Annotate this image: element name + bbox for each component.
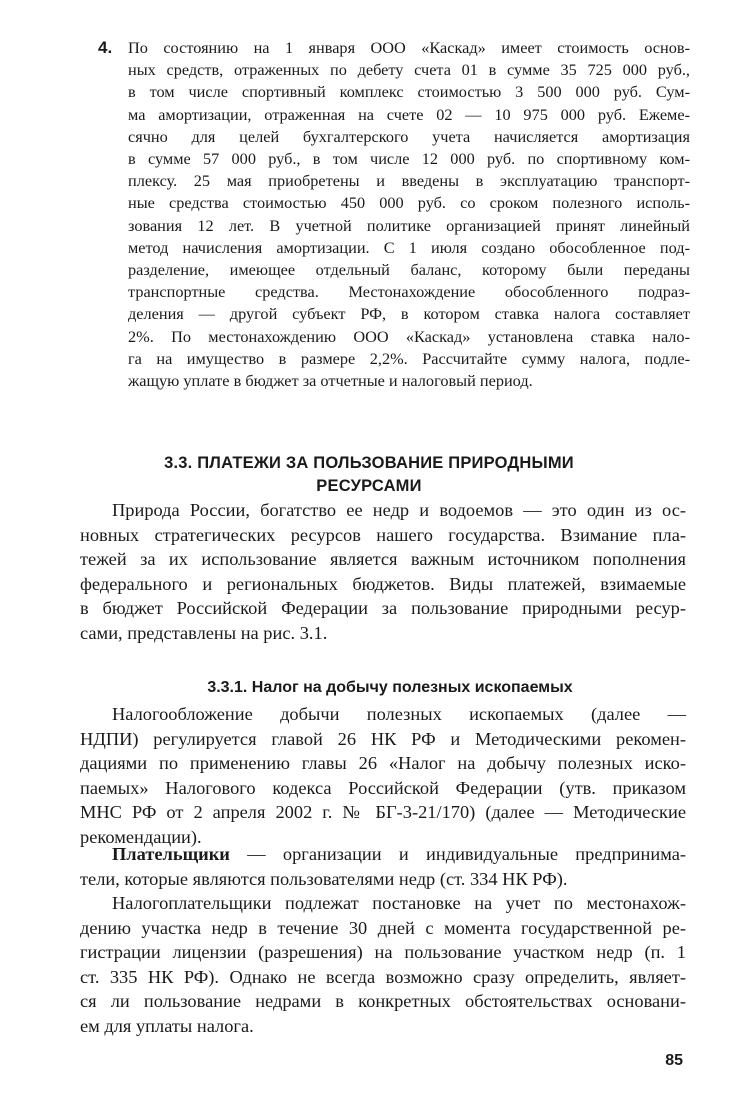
text-line: сами, представлены на рис. 3.1. bbox=[80, 622, 328, 643]
text-line: тежей за их использование является важным источником пополнения bbox=[80, 549, 686, 569]
text-line: рекомендации). bbox=[80, 826, 202, 847]
task-4 bbox=[98, 37, 690, 392]
text-line: в сумме 57 000 руб., в том числе 12 000 руб. по спортивному ком- bbox=[128, 149, 690, 169]
text-line: федерального и региональных бюджетов. Виды платежей, взимаемые bbox=[80, 573, 686, 594]
page-number: 85 bbox=[665, 1052, 683, 1069]
section-heading bbox=[108, 452, 630, 498]
ndpi-paragraph bbox=[80, 702, 686, 849]
task-text bbox=[128, 37, 690, 392]
subsection-heading: 3.3.1. Налог на добычу полезных ископаемых bbox=[207, 679, 573, 696]
text-line: По состоянию на 1 января ООО «Каскад» имеет стоимость основ- bbox=[128, 38, 690, 57]
text-line: зования 12 лет. В учетной политике организацией принят линейный bbox=[128, 215, 690, 235]
text-line: гистрации лицензии (разрешения) на пользование участком недр (п. 1 bbox=[80, 942, 686, 962]
text-line: Налогообложение добычи полезных ископаемых (далее — bbox=[112, 704, 686, 724]
text-line: ма амортизации, отраженная на счете 02 — 10 975 000 руб. Ежеме- bbox=[128, 104, 690, 124]
payers-paragraph bbox=[80, 842, 686, 891]
text-line: ные средства стоимостью 450 000 руб. со сроком полезного исполь- bbox=[128, 193, 690, 213]
text-line bbox=[80, 842, 686, 867]
section-heading-line: 3.3. ПЛАТЕЖИ ЗА ПОЛЬЗОВАНИЕ ПРИРОДНЫМИ bbox=[164, 454, 574, 472]
text-line: сячно для целей бухгалтерского учета начисляется амортизация bbox=[128, 126, 690, 146]
text-line: га на имущество в размере 2,2%. Рассчитайте сумму налога, подле- bbox=[128, 348, 690, 368]
text-line: деления — другой субъект РФ, в котором ставка налога составляет bbox=[128, 304, 690, 324]
payers-definition: — организации и индивидуальные предпринима- bbox=[229, 844, 686, 864]
text-line: метод начисления амортизации. С 1 июля создано обособленное под- bbox=[128, 237, 690, 257]
section-intro-paragraph bbox=[80, 498, 686, 645]
text-line: разделение, имеющее отдельный баланс, которому были переданы bbox=[128, 260, 690, 280]
registration-paragraph bbox=[80, 891, 686, 1038]
payers-term: Плательщики bbox=[112, 844, 230, 864]
text-line: ст. 335 НК РФ). Однако не всегда возможно сразу определить, являет- bbox=[80, 966, 686, 987]
text-line: новных стратегических ресурсов нашего государства. Взимание пла- bbox=[80, 524, 686, 545]
text-line: плексу. 25 мая приобретены и введены в эксплуатацию транспорт- bbox=[128, 171, 690, 191]
text-line: ных средств, отраженных по дебету счета 01 в сумме 35 725 000 руб., bbox=[128, 60, 690, 80]
text-line: ем для уплаты налога. bbox=[80, 1015, 254, 1036]
text-line: ся ли пользование недрами в конкретных обстоятельствах основани- bbox=[80, 991, 686, 1011]
text-line: Природа России, богатство ее недр и водоемов — это один из ос- bbox=[112, 500, 686, 520]
text-line: жащую уплате в бюджет за отчетные и налоговый период. bbox=[128, 371, 533, 391]
text-line: тели, которые являются пользователями недр (ст. 334 НК РФ). bbox=[80, 868, 568, 889]
text-line: 2%. По местонахождению ООО «Каскад» установлена ставка нало- bbox=[128, 326, 690, 346]
text-line: НДПИ) регулируется главой 26 НК РФ и Методическими рекомен- bbox=[80, 728, 686, 749]
text-line: дациями по применению главы 26 «Налог на добычу полезных иско- bbox=[80, 753, 686, 773]
text-line: Налогоплательщики подлежат постановке на учет по местонахож- bbox=[112, 893, 686, 913]
text-line: паемых» Налогового кодекса Российской Федерации (утв. приказом bbox=[80, 777, 686, 798]
text-line: транспортные средства. Местонахождение обособленного подраз- bbox=[128, 282, 690, 302]
text-line: МНС РФ от 2 апреля 2002 г. № БГ-3-21/170) (далее — Методические bbox=[80, 802, 686, 822]
task-number: 4. bbox=[98, 38, 113, 57]
text-line: дению участка недр в течение 30 дней с момента государственной ре- bbox=[80, 917, 686, 938]
section-heading-line: РЕСУРСАМИ bbox=[316, 477, 422, 495]
text-line: в бюджет Российской Федерации за пользование природными ресур- bbox=[80, 598, 686, 618]
text-line: в том числе спортивный комплекс стоимостью 3 500 000 руб. Сум- bbox=[128, 82, 690, 102]
